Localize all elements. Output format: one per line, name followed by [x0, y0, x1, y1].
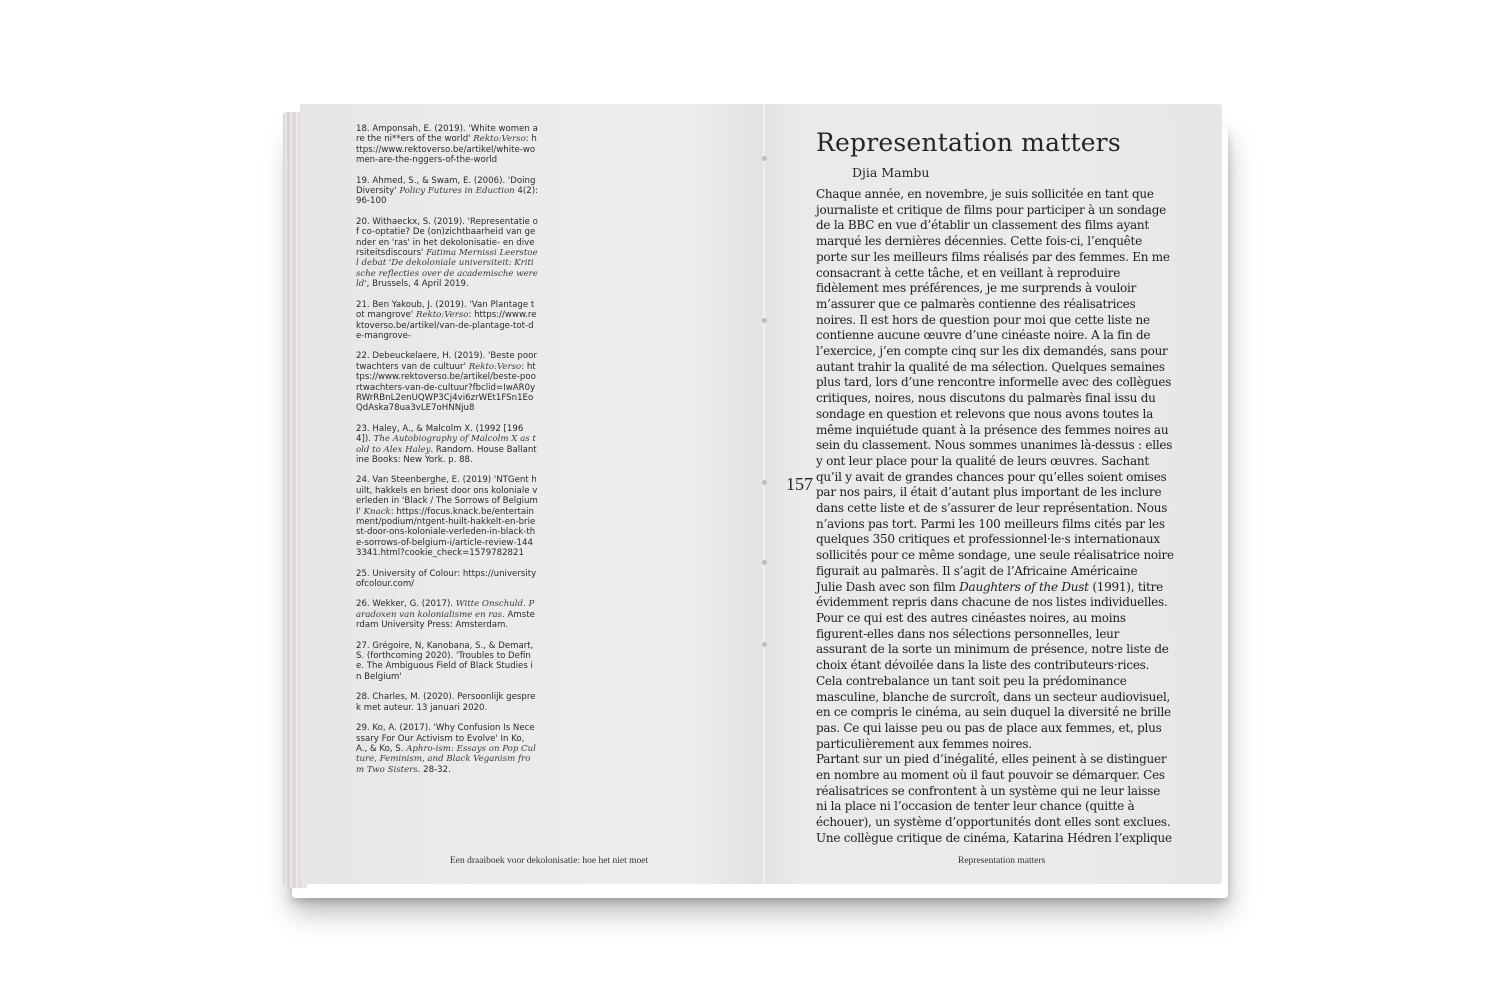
body-line: masculine, blanche de surcroît, dans un secteur audiovisuel, — [816, 689, 1171, 704]
footnote-20: 20. Withaeckx, S. (2019). 'Representatie of co-optatie? De (on)zichtbaarheid van gender en 'ras' in het dekolonisatie- en diversiteitsdiscours' Fatima Mernissi Leerstoel debat 'De dekoloniale universiteit: Kritische reflecties over de academische wereld', Brussels, 4 April 2019. — [356, 216, 538, 290]
body-line: particulièrement aux femmes noires. — [816, 736, 1032, 751]
body-line: par nos pairs, il était d’autant plus important de les inclure — [816, 485, 1162, 500]
stitch-hole — [762, 480, 767, 485]
footnote-22: 22. Debeuckelaere, H. (2019). 'Beste poortwachters van de cultuur' Rekto:Verso: https://www.rektoverso.be/artikel/beste-poortwachters-van-de-cultuur?fbclid=IwAR0yRWrRBnL2enUQWP3Cj4vi6zrWEt1FSn1EoQdAska78ua3vLE7oHNNju8 — [356, 351, 537, 414]
body-line: pas. Ce qui laisse peu ou pas de place aux femmes, et, plus — [816, 720, 1162, 735]
footnote-26: 26. Wekker, G. (2017). Witte Onschuld. Paradoxen van kolonialisme en ras. Amsterdam University Press: Amsterdam. — [356, 599, 535, 631]
body-line: n’avions pas tort. Parmi les 100 meilleurs films cités par les — [816, 516, 1165, 531]
body-line: réalisatrices se confrontent à un système qui ne leur laisse — [816, 783, 1161, 798]
body-line: évidemment repris dans chacune de nos listes individuelles. — [816, 595, 1168, 610]
body-line: sondage en question et relevons que nous avons toutes la — [816, 406, 1154, 421]
body-line: journaliste et critique de films pour participer à un sondage — [816, 202, 1166, 217]
body-line: ni la place ni l’occasion de tenter leur chance (quitte à — [816, 799, 1135, 814]
page-number: 157 — [786, 474, 813, 494]
stitch-hole — [762, 318, 767, 323]
footnotes-list — [356, 124, 538, 785]
body-line: contienne aucune œuvre d’une cinéaste noire. A la fin de — [816, 328, 1151, 343]
body-line: critiques, noires, nous discutons du palmarès final issu du — [816, 391, 1156, 406]
body-line: autant trahir la qualité de ma sélection. Quelques semaines — [816, 359, 1165, 374]
body-line: porte sur les meilleurs films réalisés par des femmes. En me — [816, 249, 1170, 264]
body-line: de la BBC en vue d’établir un classement des films ayant — [816, 218, 1149, 233]
body-line: échouer), un système d’opportunités dont elles sont exclues. — [816, 815, 1171, 830]
footnote-28: 28. Charles, M. (2020). Persoonlijk gesprek met auteur. 13 januari 2020. — [356, 692, 536, 713]
body-line: m’assurer que ce palmarès contienne des réalisatrices — [816, 296, 1136, 311]
body-line: figurait au palmarès. Il s’agit de l’Africaine Américaine — [816, 563, 1138, 578]
body-line: Une collègue critique de cinéma, Katarina Hédren l’explique — [816, 830, 1172, 845]
stitch-hole — [762, 642, 767, 647]
body-line: figurent-elles dans nos sélections personnelles, leur — [816, 626, 1120, 641]
body-line: sein du classement. Nous sommes unanimes là-dessus : elles — [816, 438, 1173, 453]
body-line: sollicités pour ce même sondage, une seule réalisatrice noire — [816, 548, 1174, 563]
stitch-hole — [762, 560, 767, 565]
body-line: en nombre au moment où il faut pouvoir se démarquer. Ces — [816, 768, 1165, 783]
body-line: l’exercice, j’en compte cinq sur les dix demandés, sans pour — [816, 344, 1168, 359]
running-footer-right: Representation matters — [958, 856, 1046, 866]
body-line: même inquiétude quant à la présence des femmes noires au — [816, 422, 1169, 437]
footnote-23: 23. Haley, A., & Malcolm X. (1992 [1964]). The Autobiography of Malcolm X as told to Alex Haley. Random. House Ballantine Books: New York. p. 88. — [356, 423, 537, 465]
stitch-hole — [762, 156, 767, 161]
footnote-24: 24. Van Steenberghe, E. (2019) 'NTGent huilt, hakkels en briest door ons koloniale verleden in 'Black / The Sorrows of Belgium I' Knack: https://focus.knack.be/entertainment/podium/ntgent-huilt-hakkelt-en-briest-door-ons-koloniale-verleden-in-black-the-sorrows-of-belgium-i/article-review-1443341.html?cookie_check=1579782821 — [356, 475, 538, 559]
running-footer-left: Een draaiboek voor dekolonisatie: hoe het niet moet — [450, 856, 649, 866]
chapter-body — [816, 187, 1182, 847]
footnote-18: 18. Amponsah, E. (2019). 'White women are the ni**ers of the world' Rekto:Verso: https://www.rektoverso.be/artikel/white-women-are-the-nggers-of-the-world — [356, 124, 538, 166]
body-line: en ce compris le cinéma, au sein duquel la diversité ne brille — [816, 705, 1171, 720]
body-line: choix étant dévoilée dans la liste des contributeurs·rices. — [816, 658, 1150, 673]
body-line: y ont leur place pour la qualité de leurs œuvres. Sachant — [816, 453, 1149, 468]
book-gutter — [762, 104, 766, 884]
body-line: consacrant à cette tâche, et en veillant à reproduire — [816, 265, 1121, 280]
body-line: Cela contrebalance un tant soit peu la prédominance — [816, 673, 1127, 688]
body-line: Partant sur un pied d’inégalité, elles peinent à se distinguer — [816, 752, 1167, 767]
footnote-19: 19. Ahmed, S., & Swam, E. (2006). 'Doing Diversity' Policy Futures in Eduction 4(2): 96-100 — [356, 175, 538, 207]
footnote-21: 21. Ben Yakoub, J. (2019). 'Van Plantage tot mangrove' Rekto:Verso: https://www.rektoverso.be/artikel/van-de-plantage-tot-de-mangrove- — [356, 299, 537, 341]
body-line: quelques 350 critiques et professionnel·le·s internationaux — [816, 532, 1160, 547]
body-line: qu’il y avait de grandes chances pour qu’elles soient omises — [816, 469, 1167, 484]
footnote-29: 29. Ko, A. (2017). 'Why Confusion Is Necessary For Our Activism to Evolve' In Ko, A., & Ko, S. Aphro-ism: Essays on Pop Culture, Feminism, and Black Veganism from Two Sisters. 28-32. — [356, 723, 536, 775]
body-line: Chaque année, en novembre, je suis sollicitée en tant que — [816, 187, 1154, 201]
body-line: fidèlement mes préférences, je me surprends à vouloir — [816, 281, 1137, 296]
body-line: dans cette liste et de s’assurer de leur représentation. Nous — [816, 501, 1168, 516]
body-line: assurant de la sorte un minimum de présence, notre liste de — [816, 642, 1169, 657]
chapter-title: Representation matters — [816, 128, 1121, 157]
body-line: noires. Il est hors de question pour moi que cette liste ne — [816, 312, 1150, 327]
body-line: Pour ce qui est des autres cinéastes noires, au moins — [816, 610, 1126, 625]
body-line-film: Julie Dash avec son film Daughters of the Dust (1991), titre — [816, 579, 1163, 594]
body-line: marqué les dernières décennies. Cette fois-ci, l’enquête — [816, 234, 1142, 249]
film-title: Daughters of the Dust — [959, 579, 1089, 594]
chapter-author: Djia Mambu — [852, 165, 930, 180]
body-line: plus tard, lors d’une rencontre informelle avec des collègues — [816, 375, 1172, 390]
footnote-25: 25. University of Colour: https://universityofcolour.com/ — [356, 568, 537, 590]
footnote-27: 27. Grégoire, N, Kanobana, S., & Demart, S. (forthcoming 2020). 'Troubles to Define. The Ambiguous Field of Black Studies in Belgium' — [356, 640, 534, 682]
